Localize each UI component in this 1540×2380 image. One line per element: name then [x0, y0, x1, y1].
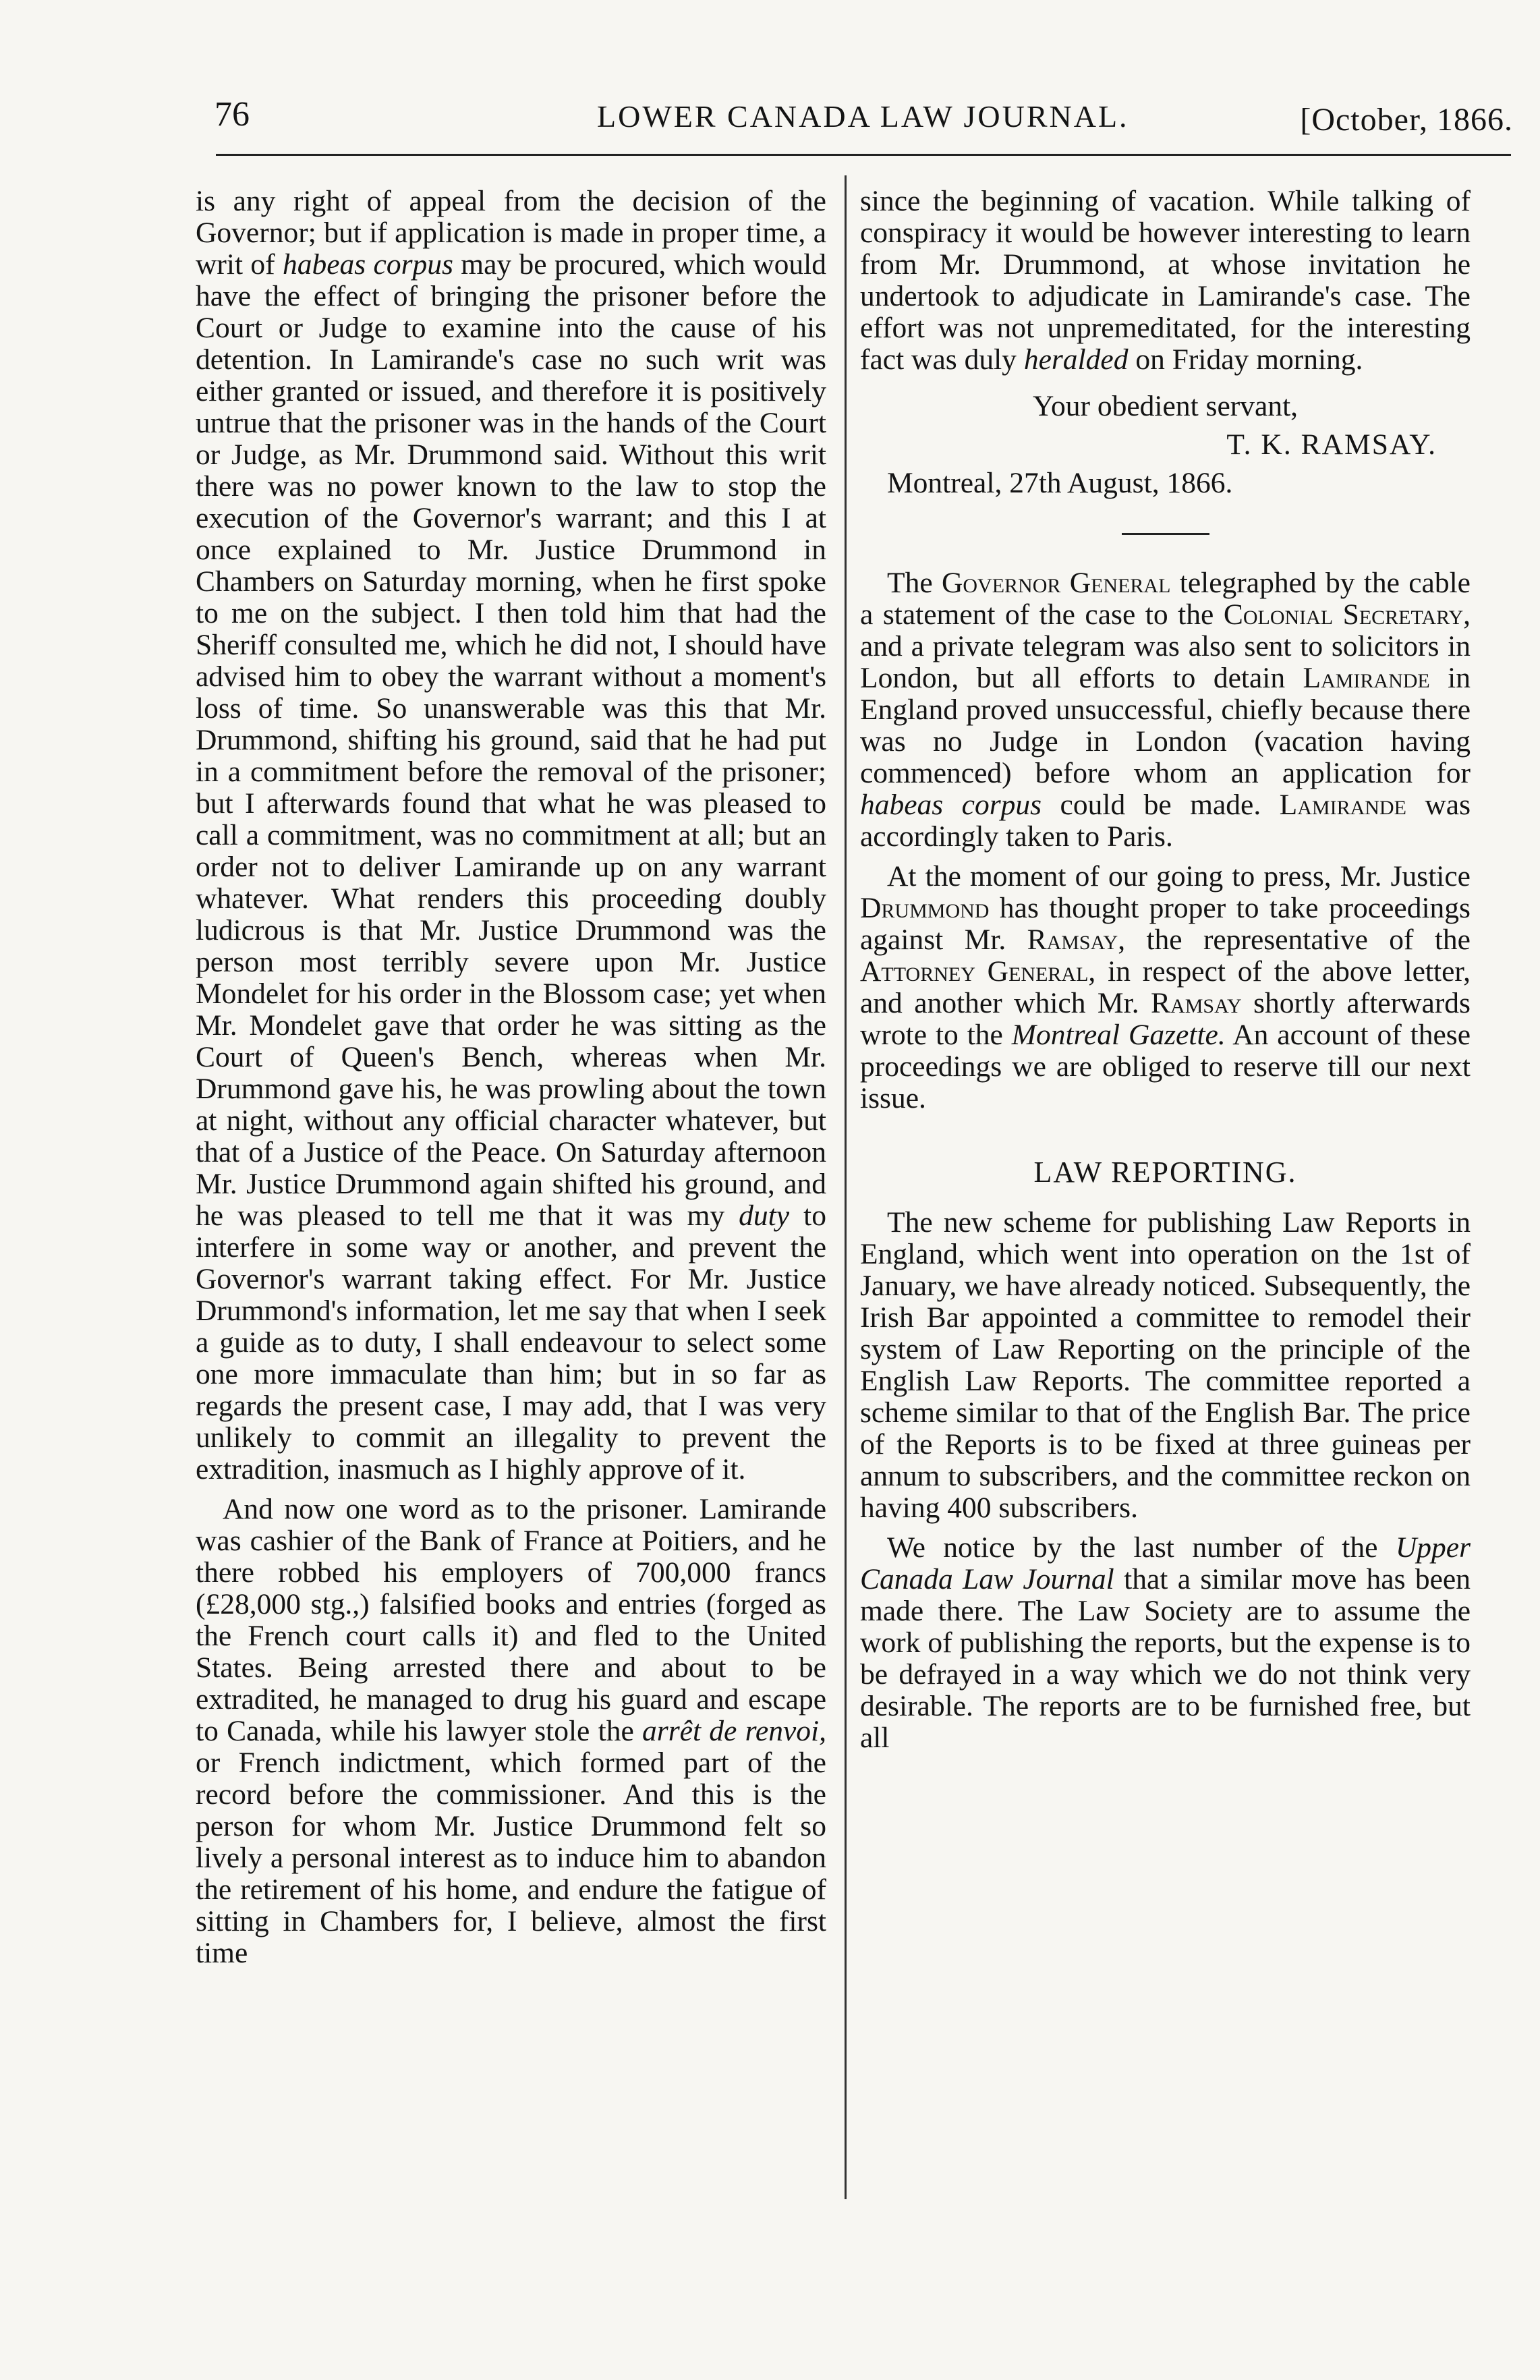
- text-run: , in respect of the above letter, and another which Mr.: [860, 955, 1471, 1019]
- italic-phrase: habeas corpus: [860, 789, 1042, 821]
- small-caps-name: Attorney General: [860, 955, 1089, 988]
- text-run: was accordingly taken to Paris.: [860, 789, 1471, 853]
- small-caps-name: Governor General: [941, 567, 1171, 599]
- law-reporting-paragraph-1: The new scheme for publishing Law Reports in England, which went into operation on the 1st of January, we have already noticed. Subsequently, the Irish Bar appointed a committee to remodel their system of Law Reporting on the principle of the English Law Reports. The committee reported a scheme similar to that of the English Bar. The price of the Reports is to be fixed at three guineas per annum to subscribers, and the committee reckon on having 400 subscribers.: [860, 1206, 1471, 1524]
- text-run: We notice by the last number of the: [887, 1531, 1396, 1564]
- italic-phrase: habeas corpus: [282, 248, 453, 281]
- text-run: could be made.: [1042, 789, 1280, 821]
- text-run: shortly afterwards wrote to the: [860, 987, 1471, 1051]
- journal-title: LOWER CANADA LAW JOURNAL.: [597, 99, 1129, 134]
- text-run: in England proved unsuccessful, chiefly because there was no Judge in London (vacation having commenced) before whom an application for: [860, 662, 1471, 789]
- small-caps-name: Lamirande: [1279, 789, 1406, 821]
- text-run: The: [887, 567, 942, 599]
- section-rule: [1122, 533, 1209, 535]
- issue-date: [October, 1866.: [1300, 102, 1513, 138]
- column-divider: [845, 175, 847, 2199]
- text-run: , and a private telegram was also sent to solicitors in London, but all efforts to detain: [860, 598, 1471, 694]
- letter-signature: T. K. RAMSAY.: [1226, 428, 1437, 461]
- letter-salutation: Your obedient servant,: [1032, 390, 1299, 422]
- notice-paragraph-1: [860, 567, 1471, 853]
- small-caps-name: Ramsay: [1151, 987, 1242, 1019]
- left-paragraph-2: [196, 1494, 826, 1969]
- small-caps-name: Lamirande: [1303, 662, 1430, 694]
- law-reporting-paragraph-2: [860, 1532, 1471, 1754]
- text-run: is any right of appeal from the decision of the Governor; but if application is made in proper time, a writ of: [196, 185, 826, 281]
- italic-phrase: arrêt de renvoi,: [642, 1715, 826, 1747]
- italic-phrase: Montreal Gazette.: [1011, 1019, 1226, 1051]
- letter-closing-paragraph: [860, 186, 1471, 376]
- text-run: , the representative of the: [1118, 924, 1471, 956]
- text-run: telegraphed by the cable a statement of the case to the: [860, 567, 1471, 631]
- text-run: At the moment of our going to press, Mr. Justice: [887, 860, 1471, 893]
- small-caps-name: Drummond: [860, 892, 990, 924]
- header-rule: [216, 154, 1511, 156]
- italic-phrase: heralded: [1023, 343, 1129, 376]
- text-run: on Friday morning.: [1128, 343, 1363, 376]
- letter-place-date: Montreal, 27th August, 1866.: [887, 467, 1233, 499]
- text-run: since the beginning of vacation. While talking of conspiracy it would be however interesting to learn from Mr. Drummond, at whose invitation he undertook to adjudicate in Lamirande's case. The effort was not unpremeditated, for the interesting fact was duly: [860, 185, 1471, 376]
- italic-phrase: Upper Canada Law Journal: [860, 1531, 1471, 1595]
- text-run: And now one word as to the prisoner. Lamirande was cashier of the Bank of France at Poitiers, and he there robbed his employers of 700,000 francs (£28,000 stg.,) falsified books and entries (forged as the French court calls it) and fled to the United States. Being arrested there and about to be extradited, he managed to drug his guard and escape to Canada, while his lawyer stole the: [196, 1493, 826, 1747]
- text-run: may be procured, which would have the effect of bringing the prisoner before the Court or Judge to examine into the cause of his detention. In Lamirande's case no such writ was either granted or issued, and therefore it is positively untrue that the prisoner was in the hands of the Court or Judge, as Mr. Drummond said. Without this writ there was no power known to the law to stop the execution of the Governor's warrant; and this I at once explained to Mr. Justice Drummond in Chambers on Saturday morning, when he first spoke to me on the subject. I then told him that had the Sheriff consulted me, which he did not, I should have advised him to obey the warrant without a moment's loss of time. So unanswerable was this that Mr. Drummond, shifting his ground, said that he had put in a commitment before the removal of the prisoner; but I afterwards found that what he was pleased to call a commitment, was no commitment at all; but an order not to deliver Lamirande up on any warrant whatever. What renders this proceeding doubly ludicrous is that Mr. Justice Drummond was the person most terribly severe upon Mr. Justice Mondelet for his order in the Blossom case; yet when Mr. Mondelet gave that order he was sitting as the Court of Queen's Bench, whereas when Mr. Drummond gave his, he was prowling about the town at night, without any official character whatever, but that of a Justice of the Peace. On Saturday afternoon Mr. Justice Drummond again shifted his ground, and he was pleased to tell me that it was my: [196, 248, 826, 1232]
- page-number: 76: [215, 95, 250, 134]
- right-column: [860, 186, 1471, 1762]
- text-run: to interfere in some way or another, and prevent the Governor's warrant taking effect. For Mr. Justice Drummond's information, let me say that when I seek a guide as to duty, I shall endeavour to select some one more immaculate than him; but in so far as regards the present case, I may add, that I was very unlikely to commit an illegality to prevent the extradition, inasmuch as I highly approve of it.: [196, 1199, 826, 1485]
- small-caps-name: Ramsay: [1027, 924, 1118, 956]
- left-column: [196, 186, 826, 1977]
- section-heading: LAW REPORTING.: [1033, 1156, 1297, 1189]
- text-run: that a similar move has been made there. The Law Society are to assume the work of publishing the reports, but the expense is to be defrayed in a way which we do not think very desirable. The reports are to be furnished free, but all: [860, 1563, 1471, 1754]
- text-run: or French indictment, which formed part of the record before the commissioner. And this is the person for whom Mr. Justice Drummond felt so lively a personal interest as to induce him to abandon the retirement of his home, and endure the fatigue of sitting in Chambers for, I believe, almost the first time: [196, 1747, 826, 1969]
- text-run: has thought proper to take proceedings against Mr.: [860, 892, 1471, 956]
- small-caps-name: Colonial Secretary: [1223, 598, 1464, 631]
- left-paragraph-1: [196, 186, 826, 1485]
- italic-phrase: duty: [739, 1199, 790, 1232]
- notice-paragraph-2: [860, 861, 1471, 1114]
- running-header: [0, 88, 1540, 148]
- text-run: An account of these proceedings we are obliged to reserve till our next issue.: [860, 1019, 1471, 1114]
